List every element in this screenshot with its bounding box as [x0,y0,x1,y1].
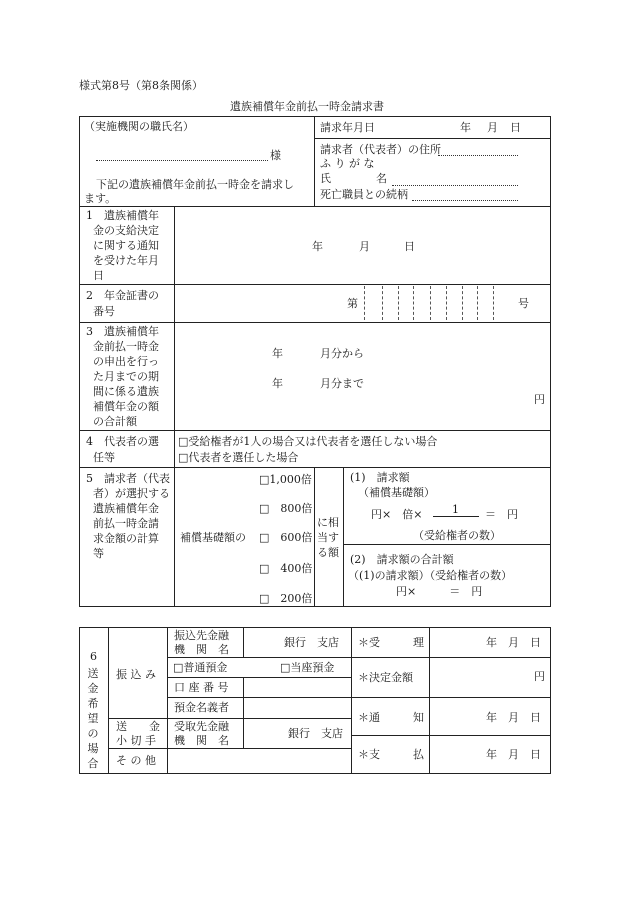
row5-label-line: 者）が選択する [93,487,170,500]
account-number-label: 口 座 番 号 [174,681,229,694]
row2-label-line: 番号 [93,305,115,318]
calc2-formula: 円× ＝ 円 [396,585,483,598]
border-line [108,718,351,719]
border-line [79,116,80,607]
row3-label-line: 金前払一時金 [93,340,159,353]
row1-label-line: 金の支給決定 [93,224,159,237]
row3-yen: 円 [534,393,545,406]
border-line [351,627,352,774]
form-title: 遺族補償年金前払一時金請求書 [230,100,384,113]
furikomi-bank-branch: 銀行 支店 [284,636,339,649]
row1-label-line: 1 遺族補償年 [86,209,159,222]
border-line [167,627,168,774]
row3-label-line: 3 遺族補償年 [86,325,159,338]
shiharai-date: 年 月 日 [486,748,541,761]
border-line [79,284,551,285]
border-line [108,627,109,774]
check-label-2: 小 切 手 [116,734,156,747]
row5-label-line: 前払一時金請 [93,517,159,530]
border-line [79,627,551,628]
multiplier-option-800[interactable]: □ 800倍 [259,502,313,515]
row1-day: 日 [404,240,415,253]
kettei-label: ＊決定金額 [358,671,413,684]
row3-from-year: 年 [272,347,283,360]
request-text-2: ます。 [84,192,117,205]
furikomi-bank-label-2: 機 関 名 [174,643,229,656]
row3-to-year: 年 [272,377,283,390]
sama-label: 様 [270,149,281,162]
juri-label: ＊受 理 [358,636,424,649]
recv-bank-label-2: 機 関 名 [174,734,229,747]
border-line [314,467,315,607]
request-date-label: 請求年月日 [320,121,375,134]
shiharai-label: ＊支 払 [358,748,424,761]
account-holder-label: 預金名義者 [174,701,229,714]
row1-label-line: を受けた年月 [93,254,159,267]
calc1-numerator: 1 [452,503,459,516]
row1-month: 月 [359,240,370,253]
base-amount-label: 補償基礎額の [180,531,246,544]
row2-go: 号 [518,297,529,310]
row2-label-line: 2 年金証書の [86,289,159,302]
row5-label-line: 求金額の計算 [93,532,159,545]
border-line [167,697,351,698]
form-number: 様式第8号（第8条関係） [79,79,203,92]
name-label-2: 名 [376,172,387,185]
relation-label: 死亡職員との続柄 [320,188,408,201]
cert-digit-divider [462,286,463,320]
border-line [79,467,551,468]
bank-section-label: 送金希望の場合 [87,667,99,770]
multiplier-option-1000[interactable]: □1,000倍 [259,473,312,486]
row3-to-label: 月分まで [320,377,364,390]
equivalent-label-line: 当す [317,531,339,544]
row1-year: 年 [312,240,323,253]
futsu-checkbox[interactable]: □普通預金 [173,661,228,674]
border-line [243,627,244,657]
row3-label-line: 間に係る遺族 [93,385,159,398]
border-line [550,627,551,774]
row3-label-line: 補償年金の額 [93,400,159,413]
border-line [314,138,550,139]
multiplier-option-200[interactable]: □ 200倍 [259,592,313,605]
calc2-sub: （(1)の請求額）（受給権者の数） [348,569,513,582]
request-day-label: 日 [510,121,521,134]
border-line [243,718,244,748]
row3-from-label: 月分から [320,347,364,360]
border-line [79,627,80,774]
agency-head-label: （実施機関の職氏名） [84,120,194,133]
agency-head-line[interactable] [96,160,268,161]
kettei-yen: 円 [534,670,545,683]
address-label: 請求者（代表者）の住所 [320,143,441,156]
border-line [79,322,551,323]
calc1-formula-b: ＝ 円 [485,508,518,521]
calc2-title: (2) 請求額の合計額 [350,553,454,566]
row1-label-line: 日 [93,269,104,282]
request-year-label: 年 [460,121,471,134]
border-line [351,697,551,698]
calc1-title: (1) 請求額 [350,471,410,484]
row2-dai: 第 [347,297,358,310]
calc1-formula-a: 円× 倍× [371,508,423,521]
recv-bank-label-1: 受取先金融 [174,720,229,733]
cert-digit-divider [477,286,478,320]
cert-digit-divider [364,286,365,320]
border-line [351,735,551,736]
relation-line[interactable] [412,200,518,201]
border-line [108,748,351,749]
calc1-sub: （補償基礎額） [358,486,435,499]
multiplier-option-400[interactable]: □ 400倍 [259,562,313,575]
name-label-1: 氏 [320,172,331,185]
border-line [174,206,175,607]
cert-digit-divider [430,286,431,320]
recv-bank-branch: 銀行 支店 [288,727,343,740]
tsuchi-date: 年 月 日 [486,711,541,724]
furikomi-label: 振 込 み [116,668,156,681]
representative-option-2[interactable]: □代表者を選任した場合 [178,451,299,464]
border-line [79,206,551,207]
border-line [167,657,351,658]
row5-label-line: 遺族補償年金 [93,502,159,515]
border-line [343,467,344,607]
cert-digit-divider [398,286,399,320]
row3-label-line: の合計額 [93,415,137,428]
calc1-fraction-bar [433,516,479,517]
row4-label-line: 4 代表者の選 [86,435,159,448]
tsuchi-label: ＊通 知 [358,711,424,724]
toza-checkbox[interactable]: □当座預金 [280,661,335,674]
representative-option-1[interactable]: □受給権者が1人の場合又は代表者を選任しない場合 [178,435,438,448]
juri-date: 年 月 日 [486,636,541,649]
cert-digit-divider [493,286,494,320]
row5-label-line: 5 請求者（代表 [86,472,170,485]
border-line [351,657,551,658]
row3-label-line: の申出を行っ [93,355,159,368]
check-label-1: 送 金 [116,720,160,733]
equivalent-label-line: に相 [317,516,339,529]
other-label: そ の 他 [116,754,156,767]
border-line [79,116,551,117]
row5-label-line: 等 [93,547,104,560]
calc1-denominator: （受給権者の数） [413,529,501,542]
furikomi-bank-label-1: 振込先金融 [174,629,229,642]
row1-label-line: に関する通知 [93,239,159,252]
equivalent-label-line: る額 [317,546,339,559]
border-line [79,606,551,607]
row3-label-line: た月までの期 [93,370,159,383]
name-line[interactable] [392,185,518,186]
address-line[interactable] [438,155,518,156]
cert-digit-divider [446,286,447,320]
furigana-label: ふ り が な [320,157,375,170]
border-line [343,544,550,545]
request-month-label: 月 [487,121,498,134]
border-line [429,627,430,774]
border-line [550,116,551,607]
cert-digit-divider [413,286,414,320]
cert-digit-divider [382,286,383,320]
border-line [79,430,551,431]
border-line [314,116,315,206]
border-line [79,773,551,774]
request-text-1: 下記の遺族補償年金前払一時金を請求し [96,178,294,191]
border-line [167,677,351,678]
multiplier-option-600[interactable]: □ 600倍 [259,531,313,544]
bank-section-number: 6 [90,650,97,663]
row4-label-line: 任等 [93,451,115,464]
